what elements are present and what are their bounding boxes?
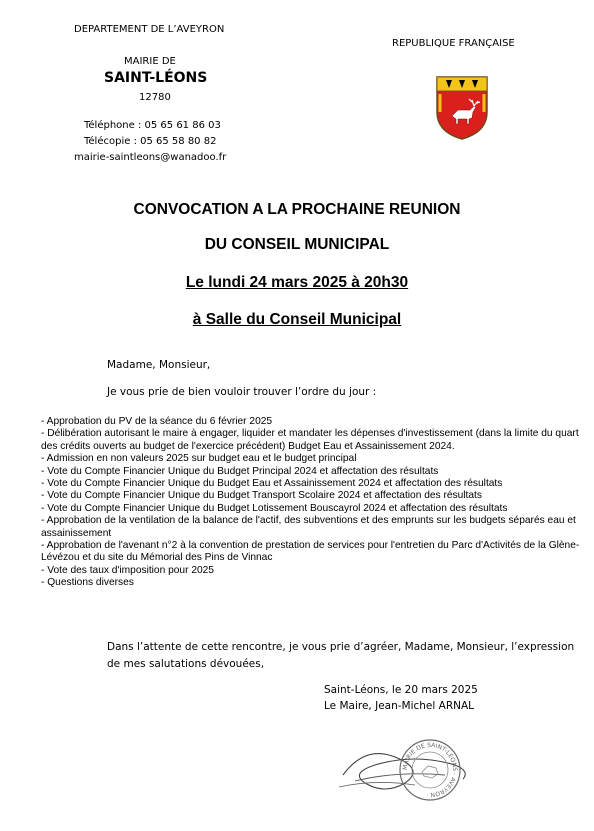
agenda-item: - Approbation de la ventilation de la balance de l'actif, des subventions et des emprunts sur les budgets séparés eau et assainissement [41, 515, 576, 539]
closing-paragraph: Dans l’attente de cette rencontre, je vous prie d’agréer, Madame, Monsieur, l’expression de mes salutations dévouées, [107, 641, 575, 670]
signer-name: Le Maire, Jean-Michel ARNAL [324, 700, 475, 712]
republic-label: REPUBLIQUE FRANÇAISE [392, 38, 515, 49]
official-stamp-icon [398, 738, 462, 802]
salutation: Madame, Monsieur, [107, 359, 211, 371]
agenda-item: - Vote du Compte Financier Unique du Budget Lotissement Bouscayrol 2024 et affectation des résultats [41, 502, 508, 514]
agenda-item: - Vote des taux d'imposition pour 2025 [41, 564, 214, 576]
agenda-intro: Je vous prie de bien vouloir trouver l’ordre du jour : [107, 386, 377, 398]
meeting-date: Le lundi 24 mars 2025 à 20h30 [185, 274, 409, 291]
agenda-item: - Vote du Compte Financier Unique du Budget Eau et Assainissement 2024 et affectation des résultats [41, 478, 503, 490]
agenda-item: - Approbation du PV de la séance du 6 février 2025 [41, 416, 273, 427]
agenda-item: - Admission en non valeurs 2025 sur budget eau et le budget principal [41, 453, 357, 465]
fax-number: Télécopie : 05 65 58 80 82 [84, 136, 217, 147]
agenda-item: - Vote du Compte Financier Unique du Budget Transport Scolaire 2024 et affectation des résultats [41, 490, 482, 502]
coat-of-arms-icon [436, 76, 488, 140]
meeting-venue: à Salle du Conseil Municipal [192, 311, 402, 328]
agenda-item: - Vote du Compte Financier Unique du Budget Principal 2024 et affectation des résultats [41, 465, 439, 477]
agenda-item: - Délibération autorisant le maire à engager, liquider et mandater les dépenses d'investissement (dans la limite du quart des crédits ouverts au budget de l'exercice précédent) Budget Eau et Assainissement 2024. [41, 428, 579, 452]
department-label: DEPARTEMENT DE L’AVEYRON [74, 24, 225, 35]
council-title: DU CONSEIL MUNICIPAL [204, 236, 390, 253]
convocation-title: CONVOCATION A LA PROCHAINE REUNION [133, 201, 461, 218]
town-name: SAINT-LÉONS [104, 70, 208, 86]
agenda-list [41, 416, 581, 590]
mairie-de-label: MAIRIE DE [124, 56, 176, 67]
agenda-item: - Questions diverses [41, 577, 134, 589]
svg-text:MAIRIE DE SAINT-LÉONS · AVEYRO: MAIRIE DE SAINT-LÉONS · AVEYRON · [401, 741, 459, 799]
agenda-item: - Approbation de l'avenant n°2 à la convention de prestation de services pour l'entretien du Parc d'Activités de la Glène-Lévézou et du site du Mémorial des Pins de Vinnac [41, 540, 580, 564]
postcode: 12780 [139, 92, 171, 103]
place-and-date: Saint-Léons, le 20 mars 2025 [324, 684, 478, 696]
email-address: mairie-saintleons@wanadoo.fr [74, 152, 227, 163]
phone-number: Téléphone : 05 65 61 86 03 [84, 120, 221, 131]
